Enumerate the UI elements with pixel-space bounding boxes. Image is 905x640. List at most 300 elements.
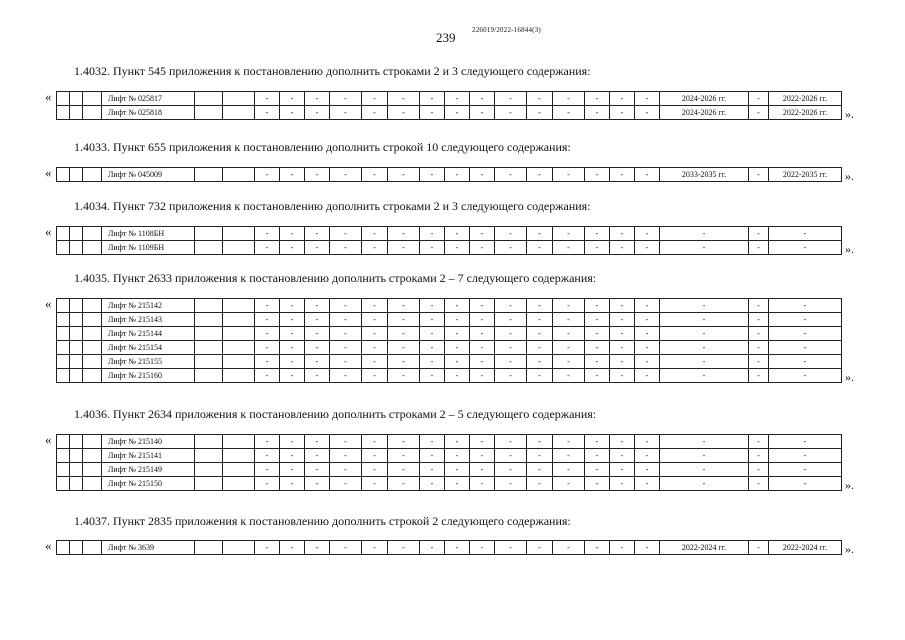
mid-cell: - <box>749 106 769 120</box>
dash-cell: - <box>445 92 470 106</box>
dash-cell: - <box>255 241 280 255</box>
dash-cell: - <box>330 341 362 355</box>
dash-cell: - <box>255 369 280 383</box>
page-number: 239 <box>436 30 456 45</box>
dash-cell: - <box>420 299 445 313</box>
dash-cell: - <box>495 313 527 327</box>
period-cell: - <box>769 435 842 449</box>
dash-cell: - <box>527 313 553 327</box>
dash-cell: - <box>553 313 585 327</box>
empty-cell <box>70 106 83 120</box>
dash-cell: - <box>495 449 527 463</box>
period-cell: - <box>769 369 842 383</box>
empty-cell <box>223 355 255 369</box>
dash-cell: - <box>280 355 305 369</box>
dash-cell: - <box>305 106 330 120</box>
open-quote: « <box>45 89 52 104</box>
section-heading: 1.4035. Пункт 2633 приложения к постановлению дополнить строками 2 – 7 следующего содержания: <box>74 271 597 285</box>
period-cell: - <box>660 477 749 491</box>
dash-cell: - <box>635 168 660 182</box>
dash-cell: - <box>553 477 585 491</box>
mid-cell: - <box>749 541 769 555</box>
empty-cell <box>195 355 223 369</box>
empty-cell <box>57 299 70 313</box>
dash-cell: - <box>420 227 445 241</box>
empty-cell <box>195 313 223 327</box>
open-quote: « <box>45 432 52 447</box>
empty-cell <box>83 299 102 313</box>
empty-cell <box>57 92 70 106</box>
empty-cell <box>57 435 70 449</box>
dash-cell: - <box>495 227 527 241</box>
dash-cell: - <box>280 299 305 313</box>
empty-cell <box>70 299 83 313</box>
period-cell: - <box>660 341 749 355</box>
dash-cell: - <box>305 463 330 477</box>
period-cell: - <box>769 313 842 327</box>
elevator-label: Лифт № 3639 <box>102 541 195 555</box>
mid-cell: - <box>749 463 769 477</box>
dash-cell: - <box>388 241 420 255</box>
dash-cell: - <box>527 435 553 449</box>
table-row <box>57 435 842 449</box>
empty-cell <box>70 463 83 477</box>
dash-cell: - <box>585 313 610 327</box>
dash-cell: - <box>445 168 470 182</box>
dash-cell: - <box>495 463 527 477</box>
empty-cell <box>223 449 255 463</box>
dash-cell: - <box>255 313 280 327</box>
dash-cell: - <box>362 327 388 341</box>
dash-cell: - <box>255 299 280 313</box>
dash-cell: - <box>420 313 445 327</box>
dash-cell: - <box>445 435 470 449</box>
dash-cell: - <box>445 541 470 555</box>
dash-cell: - <box>420 341 445 355</box>
dash-cell: - <box>255 227 280 241</box>
empty-cell <box>83 327 102 341</box>
elevator-label: Лифт № 1108БН <box>102 227 195 241</box>
dash-cell: - <box>553 541 585 555</box>
dash-cell: - <box>305 541 330 555</box>
dash-cell: - <box>420 369 445 383</box>
dash-cell: - <box>470 227 495 241</box>
amendment-table <box>56 226 842 255</box>
dash-cell: - <box>388 313 420 327</box>
table-row <box>57 168 842 182</box>
dash-cell: - <box>280 541 305 555</box>
empty-cell <box>223 299 255 313</box>
empty-cell <box>83 369 102 383</box>
dash-cell: - <box>495 541 527 555</box>
open-quote: « <box>45 538 52 553</box>
dash-cell: - <box>305 449 330 463</box>
table-row <box>57 227 842 241</box>
dash-cell: - <box>635 341 660 355</box>
section-heading: 1.4036. Пункт 2634 приложения к постановлению дополнить строками 2 – 5 следующего содержания: <box>74 407 597 421</box>
dash-cell: - <box>445 227 470 241</box>
empty-cell <box>83 435 102 449</box>
elevator-label: Лифт № 045009 <box>102 168 195 182</box>
period-cell: - <box>660 463 749 477</box>
period-cell: - <box>660 313 749 327</box>
elevator-label: Лифт № 215144 <box>102 327 195 341</box>
empty-cell <box>195 541 223 555</box>
empty-cell <box>223 341 255 355</box>
period-cell: - <box>769 227 842 241</box>
open-quote: « <box>45 296 52 311</box>
dash-cell: - <box>495 327 527 341</box>
section-heading: 1.4033. Пункт 655 приложения к постановлению дополнить строкой 10 следующего содержания: <box>74 140 571 154</box>
elevator-label: Лифт № 215154 <box>102 341 195 355</box>
dash-cell: - <box>585 241 610 255</box>
empty-cell <box>83 241 102 255</box>
period-cell: 2022-2024 гг. <box>769 541 842 555</box>
dash-cell: - <box>388 299 420 313</box>
empty-cell <box>70 313 83 327</box>
table-row <box>57 106 842 120</box>
dash-cell: - <box>280 369 305 383</box>
dash-cell: - <box>635 327 660 341</box>
dash-cell: - <box>420 541 445 555</box>
dash-cell: - <box>388 449 420 463</box>
dash-cell: - <box>635 463 660 477</box>
empty-cell <box>83 477 102 491</box>
dash-cell: - <box>255 477 280 491</box>
empty-cell <box>70 477 83 491</box>
dash-cell: - <box>635 355 660 369</box>
empty-cell <box>70 541 83 555</box>
amendment-table <box>56 167 842 182</box>
mid-cell: - <box>749 313 769 327</box>
mid-cell: - <box>749 168 769 182</box>
dash-cell: - <box>420 241 445 255</box>
table-row <box>57 541 842 555</box>
dash-cell: - <box>445 477 470 491</box>
period-cell: - <box>769 355 842 369</box>
mid-cell: - <box>749 92 769 106</box>
dash-cell: - <box>388 327 420 341</box>
dash-cell: - <box>527 327 553 341</box>
dash-cell: - <box>495 369 527 383</box>
dash-cell: - <box>255 355 280 369</box>
empty-cell <box>70 341 83 355</box>
dash-cell: - <box>362 227 388 241</box>
dash-cell: - <box>420 463 445 477</box>
table-row <box>57 327 842 341</box>
dash-cell: - <box>388 341 420 355</box>
dash-cell: - <box>305 227 330 241</box>
dash-cell: - <box>362 435 388 449</box>
empty-cell <box>195 463 223 477</box>
dash-cell: - <box>280 92 305 106</box>
dash-cell: - <box>470 313 495 327</box>
empty-cell <box>195 477 223 491</box>
dash-cell: - <box>330 355 362 369</box>
empty-cell <box>195 435 223 449</box>
elevator-label: Лифт № 215150 <box>102 477 195 491</box>
empty-cell <box>83 313 102 327</box>
dash-cell: - <box>610 435 635 449</box>
table-row <box>57 477 842 491</box>
dash-cell: - <box>470 541 495 555</box>
empty-cell <box>70 92 83 106</box>
period-cell: 2024-2026 гг. <box>660 106 749 120</box>
empty-cell <box>57 168 70 182</box>
empty-cell <box>83 463 102 477</box>
dash-cell: - <box>635 92 660 106</box>
empty-cell <box>195 449 223 463</box>
dash-cell: - <box>362 92 388 106</box>
empty-cell <box>195 92 223 106</box>
dash-cell: - <box>585 541 610 555</box>
dash-cell: - <box>610 313 635 327</box>
amendment-table <box>56 298 842 383</box>
dash-cell: - <box>495 241 527 255</box>
dash-cell: - <box>585 369 610 383</box>
empty-cell <box>83 449 102 463</box>
empty-cell <box>223 227 255 241</box>
dash-cell: - <box>495 168 527 182</box>
dash-cell: - <box>527 227 553 241</box>
table-row <box>57 449 842 463</box>
dash-cell: - <box>388 435 420 449</box>
dash-cell: - <box>305 435 330 449</box>
dash-cell: - <box>362 299 388 313</box>
dash-cell: - <box>305 92 330 106</box>
dash-cell: - <box>635 299 660 313</box>
dash-cell: - <box>330 435 362 449</box>
dash-cell: - <box>445 241 470 255</box>
empty-cell <box>57 313 70 327</box>
dash-cell: - <box>255 106 280 120</box>
dash-cell: - <box>610 227 635 241</box>
document-code: 226019/2022-16844(3) <box>472 26 541 34</box>
dash-cell: - <box>470 299 495 313</box>
mid-cell: - <box>749 477 769 491</box>
dash-cell: - <box>255 168 280 182</box>
mid-cell: - <box>749 355 769 369</box>
empty-cell <box>70 227 83 241</box>
dash-cell: - <box>305 369 330 383</box>
dash-cell: - <box>388 355 420 369</box>
dash-cell: - <box>305 241 330 255</box>
dash-cell: - <box>585 355 610 369</box>
dash-cell: - <box>388 106 420 120</box>
dash-cell: - <box>495 106 527 120</box>
period-cell: - <box>660 435 749 449</box>
dash-cell: - <box>470 168 495 182</box>
mid-cell: - <box>749 227 769 241</box>
empty-cell <box>57 355 70 369</box>
dash-cell: - <box>527 106 553 120</box>
period-cell: 2022-2026 гг. <box>769 92 842 106</box>
dash-cell: - <box>553 241 585 255</box>
dash-cell: - <box>280 227 305 241</box>
open-quote: « <box>45 165 52 180</box>
empty-cell <box>83 106 102 120</box>
dash-cell: - <box>255 341 280 355</box>
dash-cell: - <box>610 463 635 477</box>
period-cell: 2024-2026 гг. <box>660 92 749 106</box>
dash-cell: - <box>495 341 527 355</box>
period-cell: - <box>769 449 842 463</box>
dash-cell: - <box>362 541 388 555</box>
dash-cell: - <box>362 355 388 369</box>
dash-cell: - <box>362 449 388 463</box>
dash-cell: - <box>610 477 635 491</box>
dash-cell: - <box>470 341 495 355</box>
empty-cell <box>57 369 70 383</box>
empty-cell <box>223 327 255 341</box>
dash-cell: - <box>330 92 362 106</box>
dash-cell: - <box>388 477 420 491</box>
dash-cell: - <box>610 92 635 106</box>
dash-cell: - <box>527 241 553 255</box>
dash-cell: - <box>330 463 362 477</box>
dash-cell: - <box>255 541 280 555</box>
empty-cell <box>70 355 83 369</box>
empty-cell <box>57 327 70 341</box>
dash-cell: - <box>585 341 610 355</box>
dash-cell: - <box>330 227 362 241</box>
dash-cell: - <box>527 541 553 555</box>
dash-cell: - <box>585 327 610 341</box>
period-cell: 2022-2024 гг. <box>660 541 749 555</box>
elevator-label: Лифт № 025818 <box>102 106 195 120</box>
section-heading: 1.4032. Пункт 545 приложения к постановлению дополнить строками 2 и 3 следующего содержания: <box>74 64 591 78</box>
dash-cell: - <box>255 327 280 341</box>
empty-cell <box>70 449 83 463</box>
dash-cell: - <box>553 168 585 182</box>
dash-cell: - <box>585 299 610 313</box>
dash-cell: - <box>420 327 445 341</box>
dash-cell: - <box>527 477 553 491</box>
dash-cell: - <box>470 92 495 106</box>
dash-cell: - <box>280 327 305 341</box>
empty-cell <box>83 355 102 369</box>
dash-cell: - <box>635 477 660 491</box>
table-row <box>57 299 842 313</box>
dash-cell: - <box>445 355 470 369</box>
empty-cell <box>57 227 70 241</box>
dash-cell: - <box>470 463 495 477</box>
dash-cell: - <box>420 355 445 369</box>
empty-cell <box>223 168 255 182</box>
dash-cell: - <box>255 449 280 463</box>
dash-cell: - <box>585 227 610 241</box>
empty-cell <box>70 327 83 341</box>
dash-cell: - <box>305 355 330 369</box>
period-cell: - <box>660 241 749 255</box>
period-cell: - <box>769 463 842 477</box>
close-quote: ». <box>845 478 854 492</box>
dash-cell: - <box>610 355 635 369</box>
period-cell: 2022-2026 гг. <box>769 106 842 120</box>
dash-cell: - <box>585 463 610 477</box>
dash-cell: - <box>553 227 585 241</box>
dash-cell: - <box>635 541 660 555</box>
dash-cell: - <box>305 168 330 182</box>
mid-cell: - <box>749 341 769 355</box>
period-cell: - <box>769 299 842 313</box>
dash-cell: - <box>280 168 305 182</box>
dash-cell: - <box>470 355 495 369</box>
table-row <box>57 341 842 355</box>
dash-cell: - <box>445 106 470 120</box>
empty-cell <box>223 463 255 477</box>
dash-cell: - <box>280 477 305 491</box>
dash-cell: - <box>610 369 635 383</box>
dash-cell: - <box>420 477 445 491</box>
dash-cell: - <box>330 327 362 341</box>
empty-cell <box>195 369 223 383</box>
dash-cell: - <box>585 168 610 182</box>
dash-cell: - <box>362 477 388 491</box>
dash-cell: - <box>635 227 660 241</box>
empty-cell <box>83 168 102 182</box>
dash-cell: - <box>388 463 420 477</box>
amendment-table <box>56 540 842 555</box>
dash-cell: - <box>420 92 445 106</box>
mid-cell: - <box>749 435 769 449</box>
dash-cell: - <box>330 106 362 120</box>
mid-cell: - <box>749 369 769 383</box>
close-quote: ». <box>845 542 854 556</box>
dash-cell: - <box>585 449 610 463</box>
dash-cell: - <box>553 369 585 383</box>
table-row <box>57 241 842 255</box>
dash-cell: - <box>445 299 470 313</box>
elevator-label: Лифт № 215149 <box>102 463 195 477</box>
dash-cell: - <box>470 106 495 120</box>
dash-cell: - <box>305 299 330 313</box>
elevator-label: Лифт № 215160 <box>102 369 195 383</box>
dash-cell: - <box>553 355 585 369</box>
close-quote: ». <box>845 107 854 121</box>
dash-cell: - <box>470 327 495 341</box>
empty-cell <box>70 435 83 449</box>
dash-cell: - <box>445 327 470 341</box>
elevator-label: Лифт № 215141 <box>102 449 195 463</box>
dash-cell: - <box>280 106 305 120</box>
dash-cell: - <box>635 106 660 120</box>
dash-cell: - <box>330 541 362 555</box>
dash-cell: - <box>280 313 305 327</box>
dash-cell: - <box>255 463 280 477</box>
dash-cell: - <box>635 435 660 449</box>
dash-cell: - <box>553 92 585 106</box>
dash-cell: - <box>495 435 527 449</box>
empty-cell <box>57 477 70 491</box>
section-heading: 1.4037. Пункт 2835 приложения к постановлению дополнить строкой 2 следующего содержания: <box>74 514 571 528</box>
empty-cell <box>57 241 70 255</box>
empty-cell <box>57 341 70 355</box>
dash-cell: - <box>610 341 635 355</box>
dash-cell: - <box>388 541 420 555</box>
period-cell: - <box>660 327 749 341</box>
period-cell: - <box>769 241 842 255</box>
dash-cell: - <box>305 327 330 341</box>
table-row <box>57 369 842 383</box>
open-quote: « <box>45 224 52 239</box>
period-cell: 2022-2035 гг. <box>769 168 842 182</box>
empty-cell <box>195 227 223 241</box>
dash-cell: - <box>362 369 388 383</box>
dash-cell: - <box>330 477 362 491</box>
table-row <box>57 355 842 369</box>
close-quote: ». <box>845 370 854 384</box>
